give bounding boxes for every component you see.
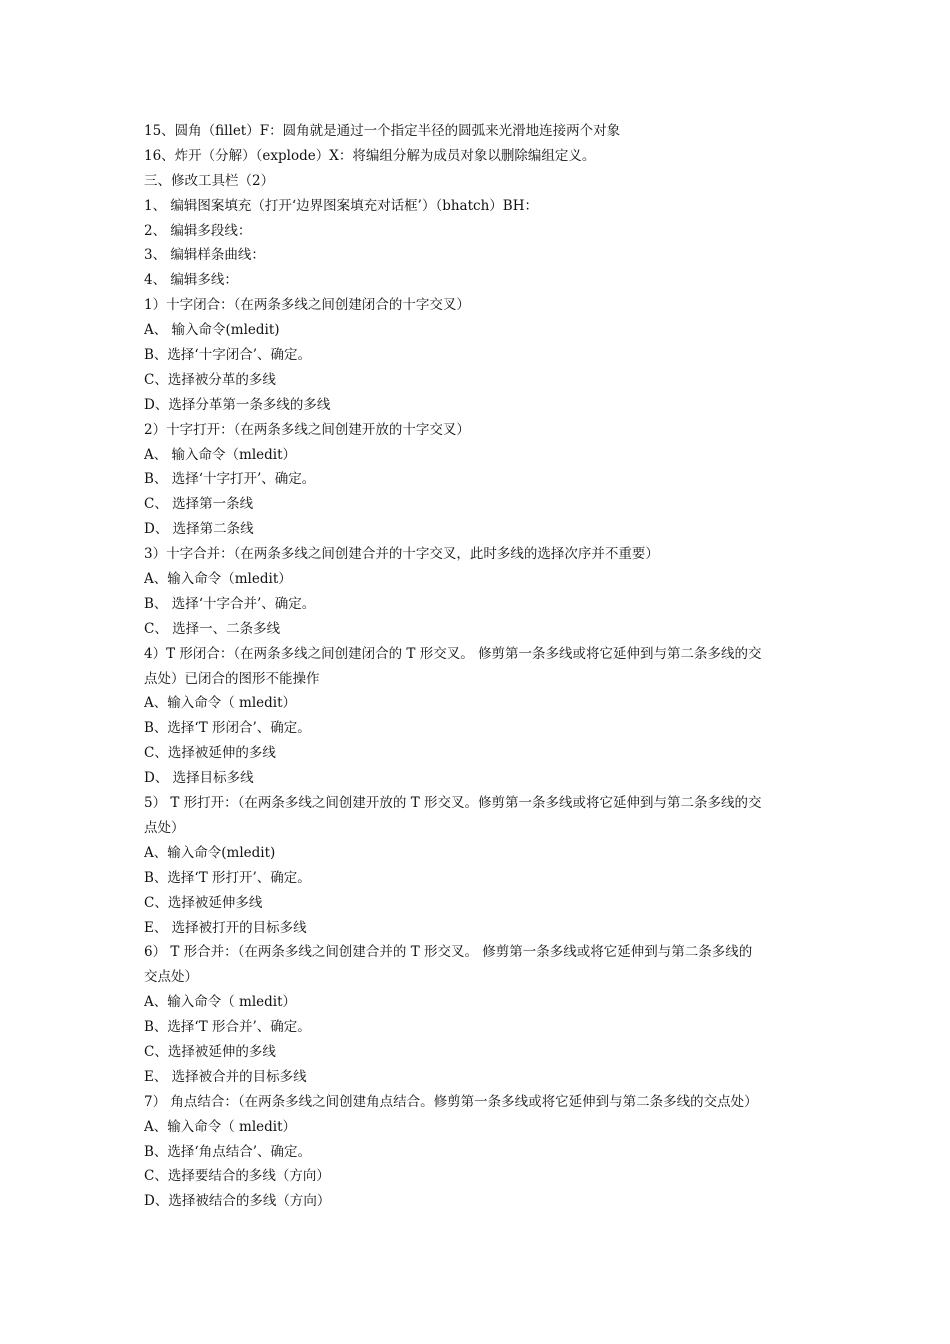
subheading: 1）十字闭合：（在两条多线之间创建闭合的十字交叉） bbox=[144, 297, 470, 314]
step-line: B、 选择‘十字合并’、确定。 bbox=[144, 595, 316, 612]
step-line: B、选择‘角点结合’、确定。 bbox=[144, 1143, 312, 1160]
step-line: C、选择被延伸的多线 bbox=[144, 1043, 276, 1060]
step-line: E、 选择被打开的目标多线 bbox=[144, 919, 307, 936]
text-line: 4、 编辑多线： bbox=[144, 272, 238, 289]
text-line: 点处）已闭合的图形不能操作 bbox=[144, 670, 320, 687]
step-line: D、选择分革第一条多线的多线 bbox=[144, 396, 331, 413]
subheading: 6） T 形合并：（在两条多线之间创建合并的 T 形交叉。 修剪第一条多线或将它延伸到与第二条多线的 bbox=[144, 944, 753, 961]
text-line: 3、 编辑样条曲线： bbox=[144, 247, 265, 264]
step-line: C、选择被分革的多线 bbox=[144, 371, 276, 388]
step-line: B、选择‘T 形合并’、确定。 bbox=[144, 1019, 311, 1036]
step-line: A、 输入命令（mledit） bbox=[144, 446, 297, 463]
document-body bbox=[144, 119, 812, 1214]
step-line: D、选择被结合的多线（方向） bbox=[144, 1193, 331, 1210]
text-line: 16、炸开（分解）（explode）X：将编组分解为成员对象以删除编组定义。 bbox=[144, 147, 596, 164]
step-line: C、选择要结合的多线（方向） bbox=[144, 1168, 330, 1185]
subheading: 5） T 形打开：（在两条多线之间创建开放的 T 形交叉。修剪第一条多线或将它延伸到与第二条多线的交 bbox=[144, 795, 762, 812]
text-line: 2、 编辑多段线： bbox=[144, 222, 252, 239]
text-line: 15、圆角（fillet）F：圆角就是通过一个指定半径的圆弧来光滑地连接两个对象 bbox=[144, 123, 621, 139]
section-heading: 三、修改工具栏（2） bbox=[144, 172, 275, 189]
step-line: A、 输入命令(mledit) bbox=[144, 322, 280, 339]
subheading: 3）十字合并：（在两条多线之间创建合并的十字交叉，此时多线的选择次序并不重要） bbox=[144, 546, 659, 563]
step-line: D、 选择目标多线 bbox=[144, 770, 254, 787]
step-line: A、输入命令(mledit) bbox=[144, 844, 276, 861]
step-line: B、选择‘T 形闭合’、确定。 bbox=[144, 720, 311, 737]
step-line: A、输入命令（ mledit） bbox=[144, 695, 297, 712]
step-line: E、 选择被合并的目标多线 bbox=[144, 1068, 307, 1085]
subheading: 2）十字打开：（在两条多线之间创建开放的十字交叉） bbox=[144, 421, 470, 438]
step-line: A、输入命令（mledit） bbox=[144, 571, 292, 588]
subheading: 7） 角点结合：（在两条多线之间创建角点结合。修剪第一条多线或将它延伸到与第二条多线的交点处） bbox=[144, 1093, 758, 1110]
step-line: A、输入命令（ mledit） bbox=[144, 994, 297, 1011]
step-line: C、选择被延伸多线 bbox=[144, 894, 263, 911]
step-line: C、 选择第一条线 bbox=[144, 496, 254, 513]
step-line: B、选择‘十字闭合’、确定。 bbox=[144, 347, 312, 364]
step-line: B、选择‘T 形打开’、确定。 bbox=[144, 869, 311, 886]
step-line: B、 选择‘十字打开’、确定。 bbox=[144, 471, 316, 488]
step-line: C、 选择一、二条多线 bbox=[144, 620, 281, 637]
subheading: 4）T 形闭合：（在两条多线之间创建闭合的 T 形交叉。 修剪第一条多线或将它延伸到与第二条多线的交 bbox=[144, 645, 762, 662]
text-line: 1、 编辑图案填充（打开‘边界图案填充对话框’）（bhatch）BH： bbox=[144, 197, 538, 214]
text-line: 交点处） bbox=[144, 969, 198, 986]
text-line: 点处） bbox=[144, 819, 185, 836]
step-line: D、 选择第二条线 bbox=[144, 521, 254, 538]
step-line: A、输入命令（ mledit） bbox=[144, 1118, 297, 1135]
step-line: C、选择被延伸的多线 bbox=[144, 745, 276, 762]
